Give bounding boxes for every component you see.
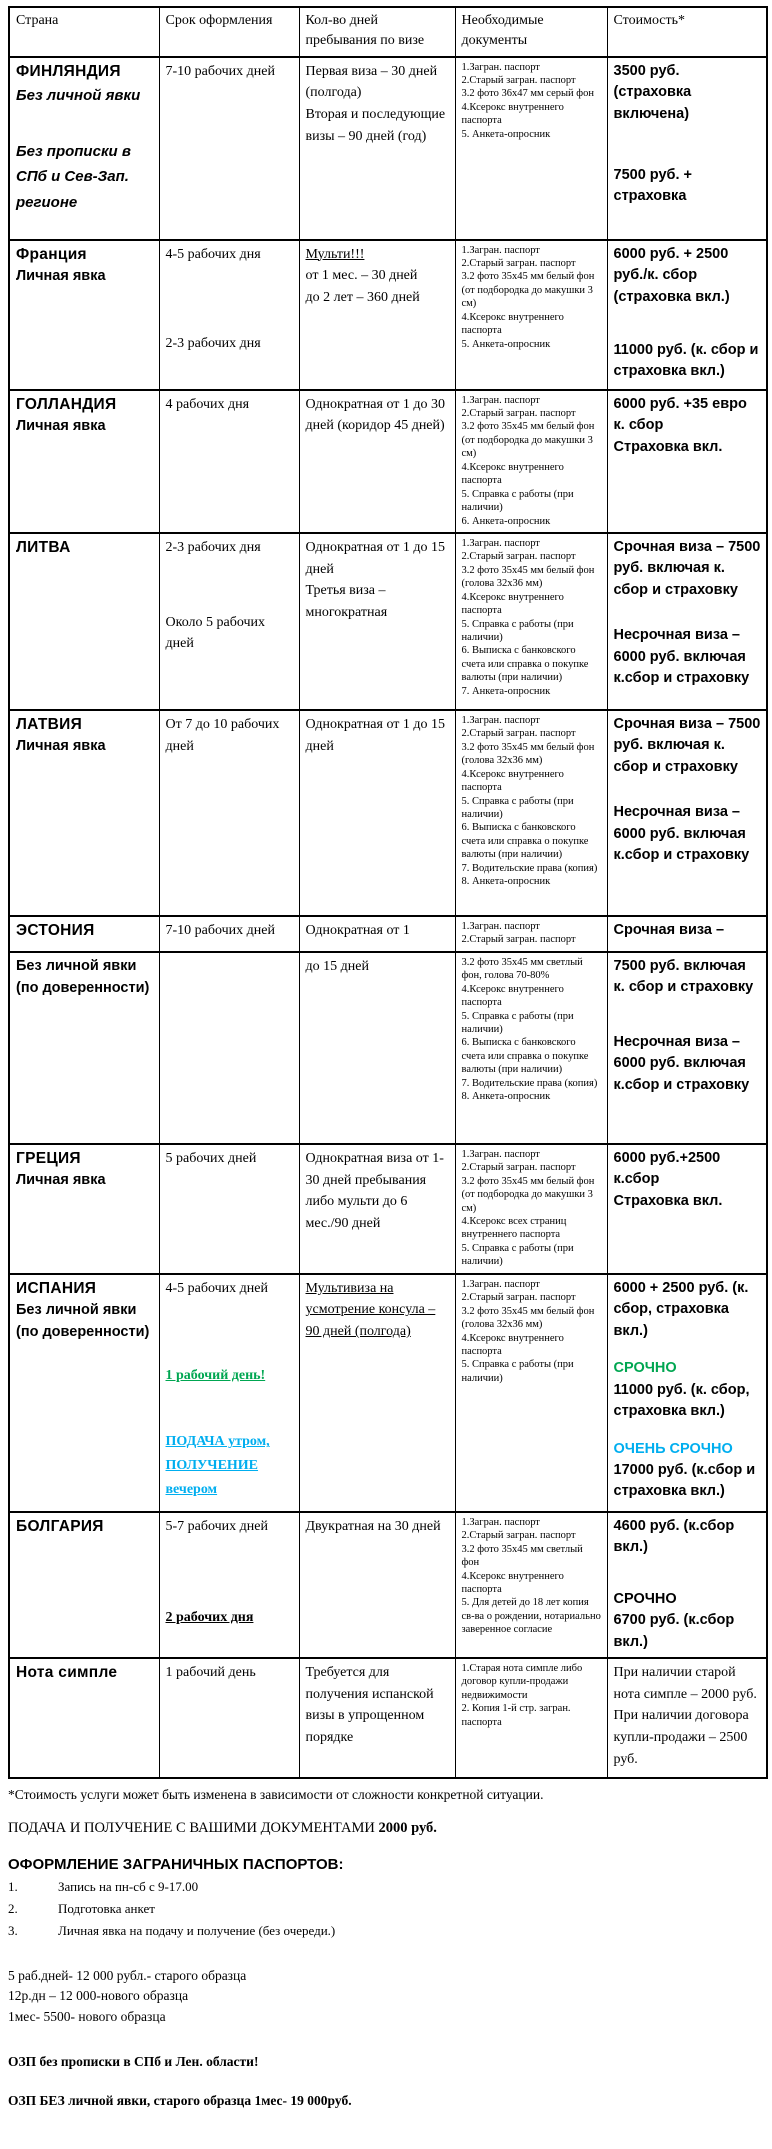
- cell-text: 3.2 фото 35х45 мм белый фон (от подбородка до макушки 3 см): [461, 421, 595, 460]
- cell-text: Требуется для получения испанской визы в упрощенном порядке: [305, 1665, 434, 1746]
- cell-bulgaria-term: [159, 1512, 299, 1658]
- cell-text: Однократная от 1 до 30 дней (коридор 45 дней): [305, 396, 446, 434]
- cell-bulgaria-country: [9, 1512, 159, 1658]
- cell-nota-simple-country: [9, 1658, 159, 1778]
- cell-text: от 1 мес. – 30 дней: [305, 268, 418, 284]
- cell-text: 6000 руб. + 2500 руб./к. сбор (страховка вкл.): [613, 245, 730, 305]
- cell-finland-country: [9, 57, 159, 240]
- cell-france-days: [299, 240, 455, 390]
- cell-nota-simple-days: [299, 1658, 455, 1778]
- cell-lithuania-documents: [455, 533, 607, 710]
- cell-text: ЛАТВИЯ: [16, 715, 83, 733]
- cell-latvia-country: [9, 710, 159, 916]
- cell-text: Без личной явки (по доверенности): [16, 1302, 150, 1340]
- cell-france-documents: [455, 240, 607, 390]
- cell-text: Несрочная виза – 6000 руб. включая к.сбор и страховку: [613, 627, 750, 687]
- cell-text: 5. Справка с работы (при наличии): [461, 1242, 574, 1268]
- cell-latvia-days: [299, 710, 455, 916]
- table-row-spain: [9, 1274, 767, 1512]
- col-header-days: Кол-во дней пребывания по визе: [299, 7, 455, 57]
- cell-text: 11000 руб. (к. сбор и страховка вкл.): [613, 341, 759, 380]
- cell-text: 1 рабочий день!: [165, 1368, 266, 1384]
- passports-heading: ОФОРМЛЕНИЕ ЗАГРАНИЧНЫХ ПАСПОРТОВ:: [8, 1856, 344, 1874]
- cell-text: Страховка вкл.: [613, 1192, 723, 1209]
- cell-text: 1.Загран. паспорт: [461, 1148, 540, 1160]
- cell-text: 1.Загран. паспорт: [461, 1516, 540, 1528]
- cell-text: 6. Выписка с банковского счета или справка о покупке валюты (при наличии): [461, 822, 589, 861]
- passport-step-3: [8, 1923, 766, 1939]
- cell-text: Однократная от 1: [305, 922, 410, 938]
- table-row-estonia-no-visit: [9, 952, 767, 1144]
- cell-estonia-documents: [455, 916, 607, 952]
- cell-text: Однократная от 1 до 15 дней: [305, 716, 446, 754]
- cell-text: 2.Старый загран. паспорт: [461, 75, 576, 87]
- cell-nota-simple-price: [607, 1658, 767, 1778]
- cell-text: 2-3 рабочих дня: [165, 336, 261, 352]
- cell-text: 2.Старый загран. паспорт: [461, 551, 576, 563]
- cell-text: 5. Для детей до 18 лет копия св-ва о рождении, нотариально заверенное согласие: [461, 1597, 601, 1636]
- cell-text: 1.Старая нота симпле либо договор купли-продажи недвижимости: [461, 1663, 583, 1701]
- cell-text: 7500 руб. включая к. сбор и страховку: [613, 957, 754, 996]
- cell-text: Несрочная виза – 6000 руб. включая к.сбор и страховку: [613, 804, 750, 864]
- cell-text: до 15 дней: [305, 958, 369, 974]
- cell-spain-documents: [455, 1274, 607, 1512]
- col-header-documents: Необходимые документы: [455, 7, 607, 57]
- step-text: Запись на пн-сб с 9-17.00: [58, 1879, 199, 1895]
- cell-text: Франция: [16, 245, 87, 263]
- cell-text: 1.Загран. паспорт: [461, 1278, 540, 1290]
- table-header-row: [9, 7, 767, 57]
- cell-text: 3.2 фото 35х45 мм светлый фон, голова 70-80%: [461, 956, 583, 982]
- cell-text: 5 рабочих дней: [165, 1150, 257, 1166]
- submission-text: ПОДАЧА И ПОЛУЧЕНИЕ С ВАШИМИ ДОКУМЕНТАМИ: [8, 1820, 379, 1837]
- cell-text: Срочная виза –: [613, 921, 725, 938]
- cell-text: 4.Ксерокс внутреннего паспорта: [461, 591, 564, 617]
- cell-text: 1 рабочий день: [165, 1665, 256, 1681]
- cell-text: СРОЧНО: [613, 1360, 677, 1377]
- cell-text: ПОДАЧА утром, ПОЛУЧЕНИЕ вечером: [165, 1434, 270, 1498]
- cell-finland-price: [607, 57, 767, 240]
- step-text: Личная явка на подачу и получение (без очереди.): [58, 1923, 336, 1939]
- cell-text: Около 5 рабочих дней: [165, 614, 266, 652]
- cell-text: 6000 + 2500 руб. (к. сбор, страховка вкл.): [613, 1279, 749, 1339]
- ozp-note-2: ОЗП БЕЗ личной явки, старого образца 1мес- 19 000руб.: [8, 2092, 352, 2108]
- cell-lithuania-days: [299, 533, 455, 710]
- cell-text: 4.Ксерокс внутреннего паспорта: [461, 1570, 564, 1595]
- cell-text: Вторая и последующие визы – 90 дней (год): [305, 106, 446, 144]
- price-footnote: *Стоимость услуги может быть изменена в зависимости от сложности конкретной ситуации.: [8, 1787, 544, 1803]
- cell-text: 1.Загран. паспорт: [461, 920, 540, 932]
- price-line: 12р.дн – 12 000-нового образца: [8, 1988, 189, 2004]
- cell-text: ЛИТВА: [16, 538, 71, 556]
- cell-text: Мульти!!!: [305, 246, 365, 262]
- cell-text: 2.Старый загран. паспорт: [461, 1292, 576, 1304]
- cell-text: 4600 руб. (к.сбор вкл.): [613, 1517, 735, 1556]
- table-row-france: [9, 240, 767, 390]
- cell-lithuania-country: [9, 533, 159, 710]
- cell-text: 2. Копия 1-й стр. загран. паспорта: [461, 1703, 571, 1728]
- ozp-note-1: ОЗП без прописки в СПб и Лен. области!: [8, 2053, 259, 2069]
- price-line: 1мес- 5500- нового образца: [8, 2008, 166, 2024]
- step-number: 2.: [8, 1901, 18, 1917]
- cell-text: 4.Ксерокс внутреннего паспорта: [461, 461, 564, 487]
- table-row-lithuania: [9, 533, 767, 710]
- cell-text: Однократная виза от 1-30 дней пребывания либо мульти до 6 мес./90 дней: [305, 1150, 444, 1231]
- cell-text: БОЛГАРИЯ: [16, 1517, 104, 1535]
- cell-text: При наличии старой нота симпле – 2000 руб.: [613, 1665, 757, 1702]
- cell-text: Без личной явки (по доверенности): [16, 957, 150, 996]
- cell-text: 4.Ксерокс всех страниц внутреннего паспорта: [461, 1216, 567, 1241]
- price-line: 5 раб.дней- 12 000 рубл.- старого образца: [8, 1968, 247, 1984]
- passport-step-1: [8, 1879, 766, 1895]
- cell-greece-price: [607, 1144, 767, 1274]
- cell-text: до 2 лет – 360 дней: [305, 289, 420, 305]
- cell-text: Страховка вкл.: [613, 438, 723, 455]
- cell-text: 3500 руб. (страховка включена): [613, 62, 692, 122]
- cell-text: 6000 руб. +35 евро к. сбор: [613, 395, 747, 434]
- cell-estonia-price: [607, 916, 767, 952]
- cell-text: 5. Анкета-опросник: [461, 128, 551, 140]
- cell-latvia-documents: [455, 710, 607, 916]
- passport-price-lines: [8, 1966, 766, 2027]
- cell-text: ЭСТОНИЯ: [16, 921, 95, 939]
- visa-table: [8, 6, 768, 1779]
- table-row-holland: [9, 390, 767, 533]
- visa-table-body: [9, 57, 767, 1778]
- cell-text: Личная явка: [16, 738, 106, 755]
- cell-text: 3.2 фото 35х45 мм белый фон (голова 32х36 мм): [461, 741, 595, 767]
- col-header-term: Срок оформления: [159, 7, 299, 57]
- cell-text: 5. Справка с работы (при наличии): [461, 1359, 574, 1384]
- cell-text: ФИНЛЯНДИЯ: [16, 62, 121, 80]
- cell-text: Первая виза – 30 дней (полгода): [305, 63, 438, 101]
- step-number: 3.: [8, 1923, 18, 1939]
- cell-finland-documents: [455, 57, 607, 240]
- cell-text: 1.Загран. паспорт: [461, 714, 540, 726]
- cell-text: 3.2 фото 35х45 мм светлый фон: [461, 1543, 583, 1569]
- cell-estonia-no-visit-days: [299, 952, 455, 1144]
- cell-greece-term: [159, 1144, 299, 1274]
- cell-estonia-no-visit-documents: [455, 952, 607, 1144]
- cell-text: 5. Справка с работы (при наличии): [461, 488, 574, 514]
- cell-text: 3.2 фото 35х45 мм белый фон (голова 32х36 мм): [461, 1305, 595, 1331]
- cell-bulgaria-price: [607, 1512, 767, 1658]
- cell-text: 5. Справка с работы (при наличии): [461, 618, 574, 644]
- cell-text: 7. Водительские права (копия): [461, 862, 598, 874]
- cell-text: 2.Старый загран. паспорт: [461, 728, 576, 740]
- cell-estonia-no-visit-country: [9, 952, 159, 1144]
- submission-price: 2000 руб.: [378, 1820, 437, 1837]
- cell-holland-documents: [455, 390, 607, 533]
- cell-greece-days: [299, 1144, 455, 1274]
- cell-text: 6700 руб. (к.сбор вкл.): [613, 1612, 735, 1650]
- cell-estonia-term: [159, 916, 299, 952]
- cell-text: 11000 руб. (к. сбор, страховка вкл.): [613, 1381, 750, 1420]
- table-row-bulgaria: [9, 1512, 767, 1658]
- cell-france-country: [9, 240, 159, 390]
- cell-estonia-days: [299, 916, 455, 952]
- cell-text: 2.Старый загран. паспорт: [461, 258, 576, 270]
- cell-text: ГРЕЦИЯ: [16, 1149, 81, 1167]
- table-row-estonia: [9, 916, 767, 952]
- cell-lithuania-price: [607, 533, 767, 710]
- cell-finland-term: [159, 57, 299, 240]
- table-row-finland: [9, 57, 767, 240]
- cell-text: 7-10 рабочих дней: [165, 63, 275, 79]
- cell-text: Третья виза – многократная: [305, 583, 388, 621]
- cell-text: 4.Ксерокс внутреннего паспорта: [461, 311, 564, 337]
- cell-text: Личная явка: [16, 1172, 106, 1189]
- submission-line: [8, 1820, 766, 1837]
- cell-text: 7. Анкета-опросник: [461, 685, 551, 697]
- cell-text: 6. Выписка с банковского счета или справка о покупке валюты (при наличии): [461, 645, 589, 684]
- cell-text: 2 рабочих дня: [165, 1610, 254, 1626]
- cell-latvia-term: [159, 710, 299, 916]
- cell-holland-country: [9, 390, 159, 533]
- col-header-price: Стоимость*: [607, 7, 767, 57]
- cell-text: СРОЧНО: [613, 1590, 677, 1607]
- cell-text: Мультивиза на усмотрение консула – 90 дней (полгода): [305, 1280, 436, 1340]
- passport-step-2: [8, 1901, 766, 1917]
- cell-text: 2-3 рабочих дня: [165, 539, 261, 555]
- cell-spain-country: [9, 1274, 159, 1512]
- table-row-nota-simple: [9, 1658, 767, 1778]
- cell-finland-days: [299, 57, 455, 240]
- cell-text: 2.Старый загран. паспорт: [461, 408, 576, 420]
- cell-lithuania-term: [159, 533, 299, 710]
- cell-text: При наличии договора купли-продажи – 2500 руб.: [613, 1708, 749, 1767]
- cell-estonia-country: [9, 916, 159, 952]
- cell-spain-days: [299, 1274, 455, 1512]
- cell-text: 4.Ксерокс внутреннего паспорта: [461, 101, 564, 127]
- cell-text: Двукратная на 30 дней: [305, 1518, 441, 1534]
- cell-text: Однократная от 1 до 15 дней: [305, 539, 446, 577]
- cell-text: Без личной явки: [16, 87, 141, 105]
- cell-bulgaria-documents: [455, 1512, 607, 1658]
- cell-text: Срочная виза – 7500 руб. включая к. сбор и страховку: [613, 538, 761, 598]
- cell-text: 6. Анкета-опросник: [461, 515, 551, 527]
- cell-spain-price: [607, 1274, 767, 1512]
- step-text: Подготовка анкет: [58, 1901, 155, 1917]
- cell-text: ИСПАНИЯ: [16, 1279, 97, 1297]
- cell-text: 4.Ксерокс внутреннего паспорта: [461, 983, 564, 1009]
- cell-text: 4.Ксерокс внутреннего паспорта: [461, 768, 564, 794]
- cell-text: От 7 до 10 рабочих дней: [165, 716, 280, 754]
- table-row-latvia: [9, 710, 767, 916]
- cell-text: 5. Анкета-опросник: [461, 338, 551, 350]
- cell-text: 1.Загран. паспорт: [461, 244, 540, 256]
- cell-text: Нота симпле: [16, 1664, 118, 1682]
- cell-text: 3.2 фото 35х45 мм белый фон (голова 32х36 мм): [461, 564, 595, 590]
- cell-text: 5. Справка с работы (при наличии): [461, 795, 574, 821]
- cell-text: 2.Старый загран. паспорт: [461, 1530, 576, 1542]
- cell-text: Без прописки в СПб и Сев-Зап. регионе: [16, 142, 131, 211]
- cell-text: 5-7 рабочих дней: [165, 1518, 268, 1534]
- cell-text: 7-10 рабочих дней: [165, 922, 275, 938]
- cell-text: 4-5 рабочих дня: [165, 246, 261, 262]
- cell-text: Личная явка: [16, 418, 106, 435]
- cell-text: ГОЛЛАНДИЯ: [16, 395, 117, 413]
- cell-text: 8. Анкета-опросник: [461, 876, 551, 888]
- cell-text: 3.2 фото 35х45 мм белый фон (от подбородка до макушки 3 см): [461, 271, 595, 310]
- cell-latvia-price: [607, 710, 767, 916]
- step-number: 1.: [8, 1879, 18, 1895]
- cell-text: 5. Справка с работы (при наличии): [461, 1010, 574, 1036]
- cell-france-price: [607, 240, 767, 390]
- table-row-greece: [9, 1144, 767, 1274]
- cell-text: 6. Выписка с банковского счета или справка о покупке валюты (при наличии): [461, 1037, 589, 1076]
- cell-holland-price: [607, 390, 767, 533]
- cell-text: 2.Старый загран. паспорт: [461, 934, 576, 946]
- cell-text: 8. Анкета-опросник: [461, 1091, 551, 1103]
- cell-greece-country: [9, 1144, 159, 1274]
- cell-text: 3.2 фото 35х45 мм белый фон (от подбородка до макушки 3 см): [461, 1175, 595, 1214]
- cell-text: Личная явка: [16, 268, 106, 285]
- cell-text: 3.2 фото 36х47 мм серый фон: [461, 88, 594, 100]
- cell-text: 2.Старый загран. паспорт: [461, 1162, 576, 1174]
- cell-text: 4.Ксерокс внутреннего паспорта: [461, 1332, 564, 1357]
- cell-nota-simple-documents: [455, 1658, 607, 1778]
- cell-bulgaria-days: [299, 1512, 455, 1658]
- cell-text: 4 рабочих дня: [165, 396, 250, 412]
- cell-holland-days: [299, 390, 455, 533]
- cell-holland-term: [159, 390, 299, 533]
- cell-text: 1.Загран. паспорт: [461, 61, 540, 73]
- cell-text: 1.Загран. паспорт: [461, 537, 540, 549]
- cell-france-term: [159, 240, 299, 390]
- cell-text: Несрочная виза – 6000 руб. включая к.сбор и страховку: [613, 1033, 750, 1093]
- cell-text: 7. Водительские права (копия): [461, 1077, 598, 1089]
- cell-text: 4-5 рабочих дней: [165, 1280, 268, 1296]
- cell-estonia-no-visit-price: [607, 952, 767, 1144]
- cell-text: ОЧЕНЬ СРОЧНО: [613, 1440, 733, 1457]
- cell-text: 17000 руб. (к.сбор и страховка вкл.): [613, 1461, 756, 1500]
- cell-text: 6000 руб.+2500 к.сбор: [613, 1149, 721, 1188]
- cell-estonia-no-visit-term: [159, 952, 299, 1144]
- cell-nota-simple-term: [159, 1658, 299, 1778]
- cell-greece-documents: [455, 1144, 607, 1274]
- col-header-country: Страна: [9, 7, 159, 57]
- cell-text: Срочная виза – 7500 руб. включая к. сбор и страховку: [613, 715, 761, 775]
- cell-spain-term: [159, 1274, 299, 1512]
- cell-text: 7500 руб. + страховка: [613, 166, 692, 205]
- cell-text: 1.Загран. паспорт: [461, 394, 540, 406]
